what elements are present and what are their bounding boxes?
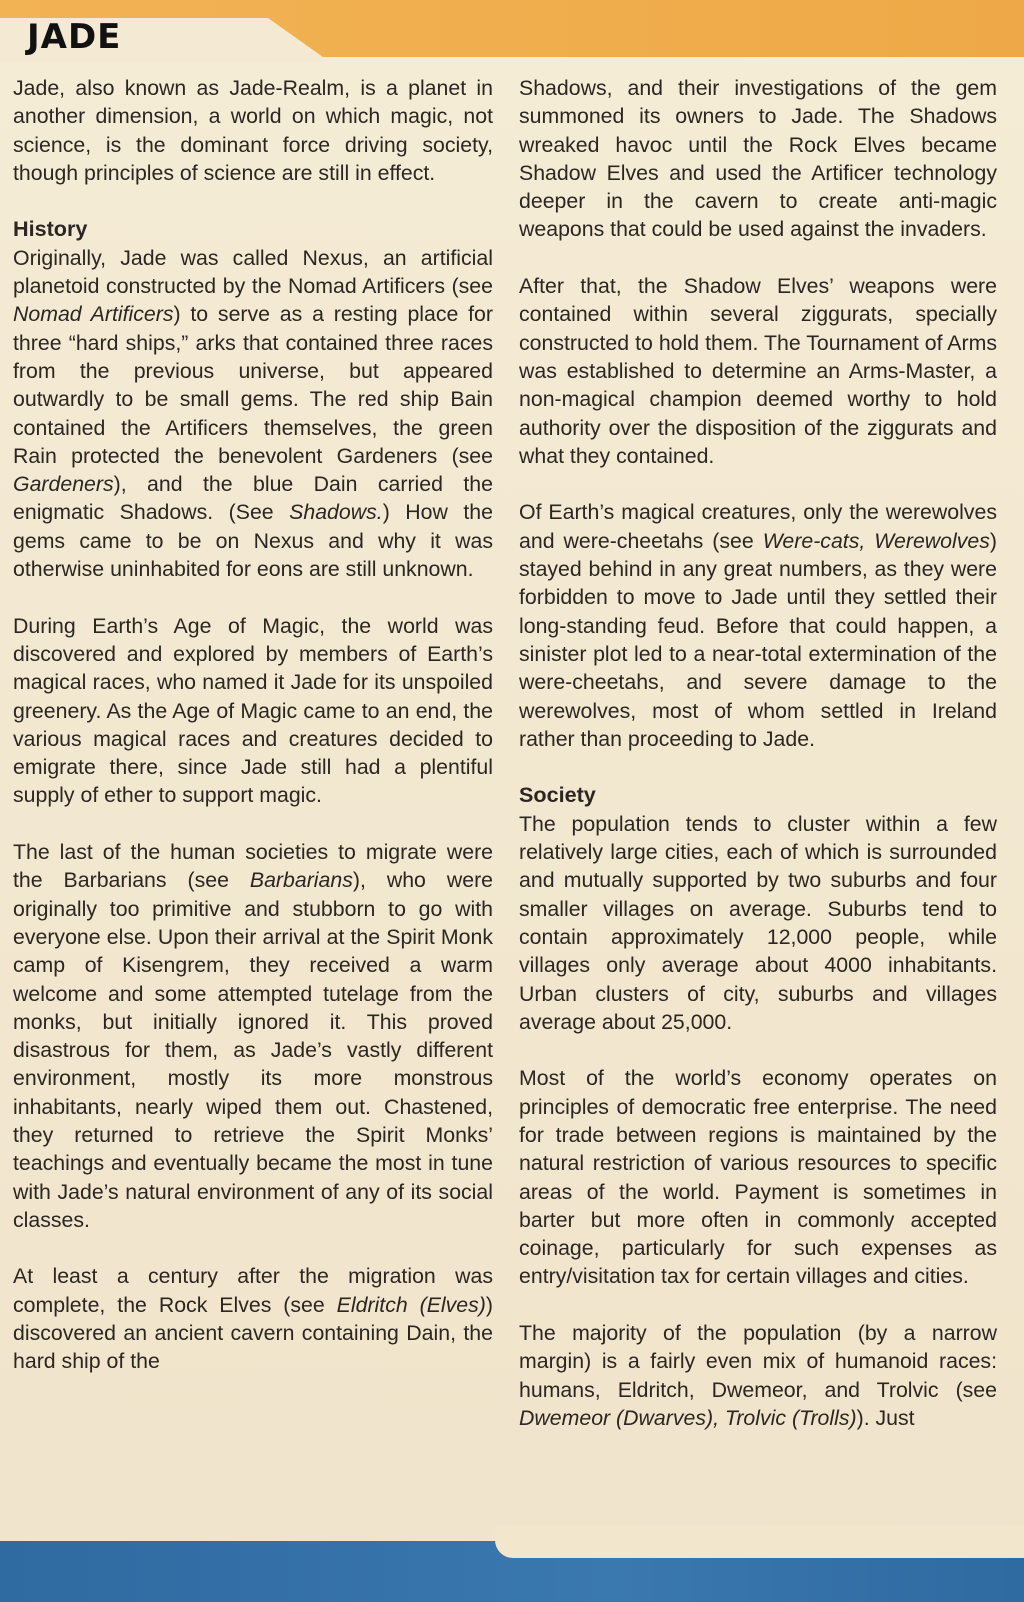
text-run: ), and the blue Dain carried the enigmatic Shadows. (See xyxy=(13,472,493,525)
left-column xyxy=(13,74,493,1376)
text-run: ) to serve as a resting place for three “hard ships,” arks that contained three races from the previous universe, but appeared outwardly to be small gems. The red ship Bain contained the Artificers themselves, the green Rain protected the benevolent Gardeners (see xyxy=(13,302,493,468)
footer-notch xyxy=(495,1525,1024,1558)
intro-paragraph: Jade, also known as Jade-Realm, is a planet in another dimension, a world on which magic, not science, is the dominant force driving society, though principles of science are still in effect. xyxy=(13,76,493,185)
page-title: JADE xyxy=(27,17,122,57)
society-paragraph-1: The population tends to cluster within a few relatively large cities, each of which is surrounded and mutually supported by two suburbs and four smaller villages on average. Suburbs tend to contain approximately 12,000 people, while villages only average about 4000 inhabitants. Urban clusters of city, suburbs and villages average about 25,000. xyxy=(519,811,997,1034)
text-run: Originally, Jade was called Nexus, an artificial planetoid constructed by the Nomad Artificers (see xyxy=(13,245,493,299)
society-heading: Society xyxy=(519,782,596,808)
cross-reference: Nomad Artificers xyxy=(13,302,174,327)
text-run: Of Earth’s magical creatures, only the werewolves and were-cheetahs (see xyxy=(519,500,997,553)
history-heading: History xyxy=(13,216,88,242)
society-paragraph-2: Most of the world’s economy operates on principles of democratic free enterprise. The need for trade between regions is maintained by the natural restriction of various resources to specific areas of the world. Payment is sometimes in barter but more often in commonly accepted coinage, particularly for such expenses as entry/visitation tax for certain villages and cities. xyxy=(519,1066,997,1289)
cross-reference: Gardeners xyxy=(13,472,114,497)
right-column xyxy=(519,74,997,1432)
history-paragraph-4-continued: Shadows, and their investigations of the gem summoned its owners to Jade. The Shadows wreaked havoc until the Rock Elves became Shadow Elves and used the Artificer technology deeper in the cavern to create anti-magic weapons that could be used against the invaders. xyxy=(519,76,997,242)
cross-reference: Eldritch (Elves) xyxy=(336,1292,486,1317)
history-paragraph-4 xyxy=(13,1262,493,1375)
cross-reference: Shadows. xyxy=(289,500,383,525)
cross-reference: Barbarians xyxy=(249,868,353,893)
history-paragraph-3 xyxy=(13,838,493,1234)
text-run: ). Just xyxy=(856,1405,915,1430)
history-paragraph-5: After that, the Shadow Elves’ weapons were contained within several ziggurats, specially constructed to hold them. The Tournament of Arms was established to determine an Arms-Master, a non-magical champion deemed worthy to hold authority over the disposition of the ziggurats and what they contained. xyxy=(519,274,997,468)
history-paragraph-6 xyxy=(519,498,997,753)
text-run: The last of the human societies to migrate were the Barbarians (see xyxy=(13,840,493,893)
text-run: At least a century after the migration was complete, the Rock Elves (see xyxy=(13,1264,493,1317)
society-paragraph-3 xyxy=(519,1319,997,1432)
cross-reference: Were-cats, Werewolves xyxy=(762,528,990,553)
history-paragraph-1 xyxy=(13,244,493,584)
cross-reference: Dwemeor (Dwarves), Trolvic (Trolls) xyxy=(519,1405,857,1430)
text-run: ) How the gems came to be on Nexus and why it was otherwise uninhabited for eons are still unknown. xyxy=(13,500,493,582)
text-run: ) stayed behind in any great numbers, as they were forbidden to move to Jade until they settled their long-standing feud. Before that could happen, a sinister plot led to a near-total extermination of the were-cheetahs, and severe damage to the werewolves, most of whom settled in Ireland rather than proceeding to Jade. xyxy=(519,528,997,751)
text-run: ) discovered an ancient cavern containing Dain, the hard ship of the xyxy=(13,1292,493,1374)
text-run: ), who were originally too primitive and stubborn to go with everyone else. Upon their arrival at the Spirit Monk camp of Kisengrem, they received a warm welcome and some attempted tutelage from the monks, but initially ignored it. This proved disastrous for them, as Jade’s vastly different environment, mostly its more monstrous inhabitants, nearly wiped them out. Chastened, they returned to retrieve the Spirit Monks’ teachings and eventually became the most in tune with Jade’s natural environment of any of its social classes. xyxy=(13,868,494,1232)
text-run: The majority of the population (by a narrow margin) is a fairly even mix of humanoid races: humans, Eldritch, Dwemeor, and Trolvic (see xyxy=(519,1321,997,1402)
history-paragraph-2: During Earth’s Age of Magic, the world was discovered and explored by members of Earth’s magical races, who named it Jade for its unspoiled greenery. As the Age of Magic came to an end, the various magical races and creatures decided to emigrate there, since Jade still had a plentiful supply of ether to support magic. xyxy=(13,613,493,808)
